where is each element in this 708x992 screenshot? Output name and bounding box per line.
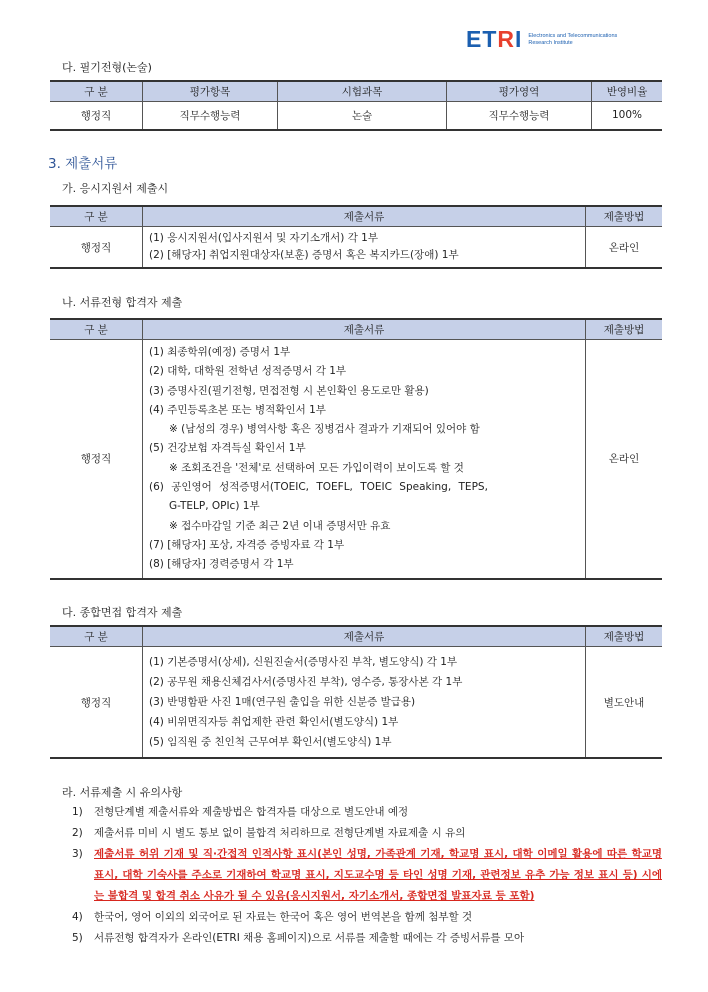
notes-list [72,802,672,949]
note-text: 전형단계별 제출서류와 제출방법은 합격자를 대상으로 별도안내 예정 [94,806,409,818]
note-text: 제출서류 미비 시 별도 통보 없이 불합격 처리하므로 전형단계별 자료제출 시 유의 [94,827,466,839]
cell-eval-area: 직무수행능력 [447,102,592,130]
doc-item-continued: G-TELP, OPIc) 1부 [169,500,260,513]
document-pass-title: 나. 서류전형 합격자 제출 [62,296,183,309]
doc-list [143,647,586,759]
doc-item: (1) 최종학위(예정) 증명서 1부 [149,346,291,358]
note-text: 서류전형 합격자가 온라인(ETRI 채용 홈페이지)으로 서류를 제출할 때에는 각 증빙서류를 모아 [94,932,525,944]
interview-pass-table [50,625,662,759]
header-docs: 제출서류 [143,319,586,340]
doc-list [143,227,586,269]
header-subject: 시험과목 [278,81,447,102]
note-number: 1) [72,806,83,818]
header-docs: 제출서류 [143,206,586,227]
header-method: 제출방법 [586,319,663,340]
doc-item: (4) 비위면직자등 취업제한 관련 확인서(별도양식) 1부 [149,716,399,728]
cell-eval-item: 직무수행능력 [143,102,278,130]
cell-ratio: 100% [592,102,663,130]
doc-item: (4) 주민등록초본 또는 병적확인서 1부 [149,403,326,416]
cell-method: 온라인 [586,340,663,579]
doc-item: (3) 반명함판 사진 1매(연구원 출입을 위한 신분증 발급용) [149,696,416,708]
note-item [72,823,672,844]
header-method: 제출방법 [586,626,663,647]
doc-item: (3) 증명사진(필기전형, 면접전형 시 본인확인 용도로만 활용) [149,384,429,397]
section-title: 3. 제출서류 [48,156,118,172]
note-text: 한국어, 영어 이외의 외국어로 된 자료는 한국어 혹은 영어 번역본을 함께 첨부할 것 [94,911,473,923]
written-exam-table [50,80,662,131]
note-number: 2) [72,827,83,839]
note-item [72,844,672,907]
doc-item: (5) 건강보험 자격득실 확인서 1부 [149,442,306,455]
header-category: 구 분 [50,626,143,647]
doc-item: (2) 공무원 채용신체검사서(증명사진 부착), 영수증, 통장사본 각 1부 [149,676,463,688]
note-item [72,907,672,928]
cell-category: 행정직 [50,340,143,579]
note-item [72,928,672,949]
header-category: 구 분 [50,319,143,340]
written-exam-title: 다. 필기전형(논술) [62,61,152,74]
cell-subject: 논술 [278,102,447,130]
note-number: 3) [72,848,83,860]
doc-item: (2) [해당자] 취업지원대상자(보훈) 증명서 혹은 복지카드(장애) 1부 [149,249,459,261]
doc-item: (7) [해당자] 포상, 자격증 증빙자료 각 1부 [149,538,345,551]
cell-category: 행정직 [50,647,143,759]
cell-method: 별도안내 [586,647,663,759]
doc-list [143,340,586,579]
document-pass-table [50,318,662,580]
doc-item: (8) [해당자] 경력증명서 각 1부 [149,558,294,571]
application-docs-table [50,205,662,269]
header-eval-area: 평가영역 [447,81,592,102]
header-category: 구 분 [50,206,143,227]
doc-note: ※ (남성의 경우) 병역사항 혹은 징병검사 결과가 기재되어 있어야 함 [169,423,480,436]
application-submit-title: 가. 응시지원서 제출시 [62,182,169,195]
logo-mark: ETRI [466,26,523,52]
note-number: 5) [72,932,83,944]
doc-item: (1) 응시지원서(입사지원서 및 자기소개서) 각 1부 [149,232,379,244]
note-warning-text: 제출서류 허위 기재 및 직·간접적 인적사항 표시(본인 성명, 가족관계 기재, 학교명 표시, 대학 이메일 활용에 따른 학교명 표시, 대학 기숙사를 주소로 기재하여 학교명 표시, 지도교수명 등 타인 성명 기재, 관련정보 유추 가능 정보 표시 등) 시에는 불합격 및 합격 취소 사유가 될 수 있음(응시지원서, 자기소개서, 종합면접 발표자료 등 포함) [94,848,662,902]
note-item [72,802,672,823]
doc-note: ※ 접수마감일 기준 최근 2년 이내 증명서만 유효 [169,519,391,532]
header-ratio: 반영비율 [592,81,663,102]
cell-category: 행정직 [50,227,143,269]
note-number: 4) [72,911,83,923]
cell-method: 온라인 [586,227,663,269]
doc-item: (1) 기본증명서(상세), 신원진술서(증명사진 부착, 별도양식) 각 1부 [149,656,458,668]
doc-item: (5) 임직원 중 친인척 근무여부 확인서(별도양식) 1부 [149,736,392,748]
interview-pass-title: 다. 종합면접 합격자 제출 [62,606,183,619]
doc-item: (2) 대학, 대학원 전학년 성적증명서 각 1부 [149,365,347,378]
notes-title: 라. 서류제출 시 유의사항 [62,786,183,799]
etri-logo [466,26,624,53]
header-docs: 제출서류 [143,626,586,647]
header-method: 제출방법 [586,206,663,227]
header-category: 구 분 [50,81,143,102]
cell-category: 행정직 [50,102,143,130]
doc-note: ※ 조회조건을 '전체'로 선택하여 모든 가입이력이 보이도록 할 것 [169,461,464,474]
logo-subtitle: Electronics and Telecommunications Research Institute [528,32,618,46]
doc-item: (6) 공인영어 성적증명서(TOEIC, TOEFL, TOEIC Speaking, TEPS, [149,481,488,494]
header-eval-item: 평가항목 [143,81,278,102]
